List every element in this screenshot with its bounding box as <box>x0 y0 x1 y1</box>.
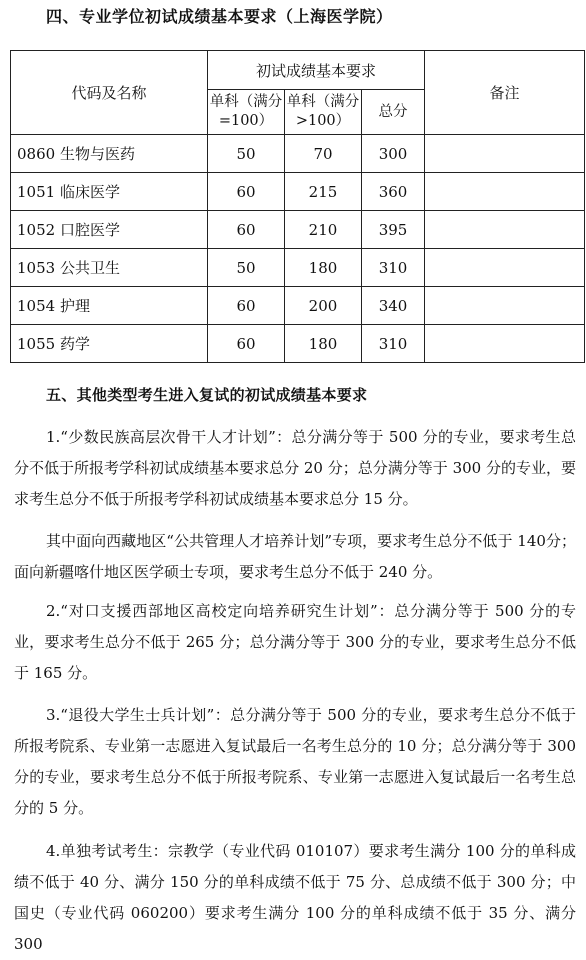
cell-single-100: 50 <box>208 249 285 287</box>
table-row <box>11 325 585 363</box>
cell-total: 360 <box>362 173 425 211</box>
cell-name: 1053 公共卫生 <box>11 249 208 287</box>
section-5-title: 五、其他类型考生进入复试的初试成绩基本要求 <box>46 386 368 404</box>
cell-single-gt100: 180 <box>285 249 362 287</box>
cell-single-gt100: 70 <box>285 135 362 173</box>
paragraph-independent-exam: 4.单独考试考生：宗教学（专业代码 010107）要求考生满分 100 分的单科成绩不低于 40 分、满分 150 分的单科成绩不低于 75 分、总成绩不低于 300 分；中国史（专业代码 060200）要求考生满分 100 分的单科成绩不低于 35 分、满分 300 <box>14 842 576 953</box>
cell-total: 310 <box>362 325 425 363</box>
paragraph-minority-program: 1.“少数民族高层次骨干人才计划”：总分满分等于 500 分的专业，要求考生总分不低于所报考学科初试成绩基本要求总分 20 分；总分满分等于 300 分的专业，要求考生总分不低于所报考学科初试成绩基本要求总分 15 分。 <box>14 428 576 508</box>
header-note: 备注 <box>425 51 585 135</box>
cell-total: 310 <box>362 249 425 287</box>
paragraph-western-support: 2.“对口支援西部地区高校定向培养研究生计划”：总分满分等于 500 分的专业，要求考生总分不低于 265 分；总分满分等于 300 分的专业，要求考生总分不低于 165 分。 <box>14 602 576 682</box>
cell-note <box>425 211 585 249</box>
cell-single-gt100: 215 <box>285 173 362 211</box>
table-row <box>11 211 585 249</box>
cell-single-gt100: 200 <box>285 287 362 325</box>
cell-name: 1052 口腔医学 <box>11 211 208 249</box>
cell-single-100: 60 <box>208 287 285 325</box>
cell-name: 1051 临床医学 <box>11 173 208 211</box>
paragraph-tibet-xinjiang: 其中面向西藏地区“公共管理人才培养计划”专项，要求考生总分不低于 140分；面向新疆喀什地区医学硕士专项，要求考生总分不低于 240 分。 <box>14 532 576 581</box>
cell-single-100: 60 <box>208 211 285 249</box>
table-row <box>11 287 585 325</box>
cell-note <box>425 249 585 287</box>
cell-total: 395 <box>362 211 425 249</box>
cell-note <box>425 135 585 173</box>
header-single-gt100: 单科（满分>100） <box>285 90 362 135</box>
paragraph-veteran-program: 3.“退役大学生士兵计划”：总分满分等于 500 分的专业，要求考生总分不低于所报考院系、专业第一志愿进入复试最后一名考生总分的 10 分；总分满分等于 300 分的专业，要求考生总分不低于所报考院系、专业第一志愿进入复试最后一名考生总分的 5 分。 <box>14 706 576 817</box>
table-row <box>11 173 585 211</box>
cell-single-100: 60 <box>208 173 285 211</box>
cell-note <box>425 325 585 363</box>
header-code-name: 代码及名称 <box>11 51 208 135</box>
header-total: 总分 <box>362 90 425 135</box>
cell-single-gt100: 210 <box>285 211 362 249</box>
section-4-title: 四、专业学位初试成绩基本要求（上海医学院） <box>46 7 393 26</box>
requirements-table <box>10 50 585 363</box>
cell-note <box>425 287 585 325</box>
table-row <box>11 249 585 287</box>
cell-single-100: 60 <box>208 325 285 363</box>
cell-name: 0860 生物与医药 <box>11 135 208 173</box>
cell-single-gt100: 180 <box>285 325 362 363</box>
cell-note <box>425 173 585 211</box>
cell-name: 1054 护理 <box>11 287 208 325</box>
cell-total: 340 <box>362 287 425 325</box>
cell-name: 1055 药学 <box>11 325 208 363</box>
header-group: 初试成绩基本要求 <box>208 51 425 90</box>
cell-single-100: 50 <box>208 135 285 173</box>
cell-total: 300 <box>362 135 425 173</box>
header-single-100: 单科（满分=100） <box>208 90 285 135</box>
table-row <box>11 135 585 173</box>
